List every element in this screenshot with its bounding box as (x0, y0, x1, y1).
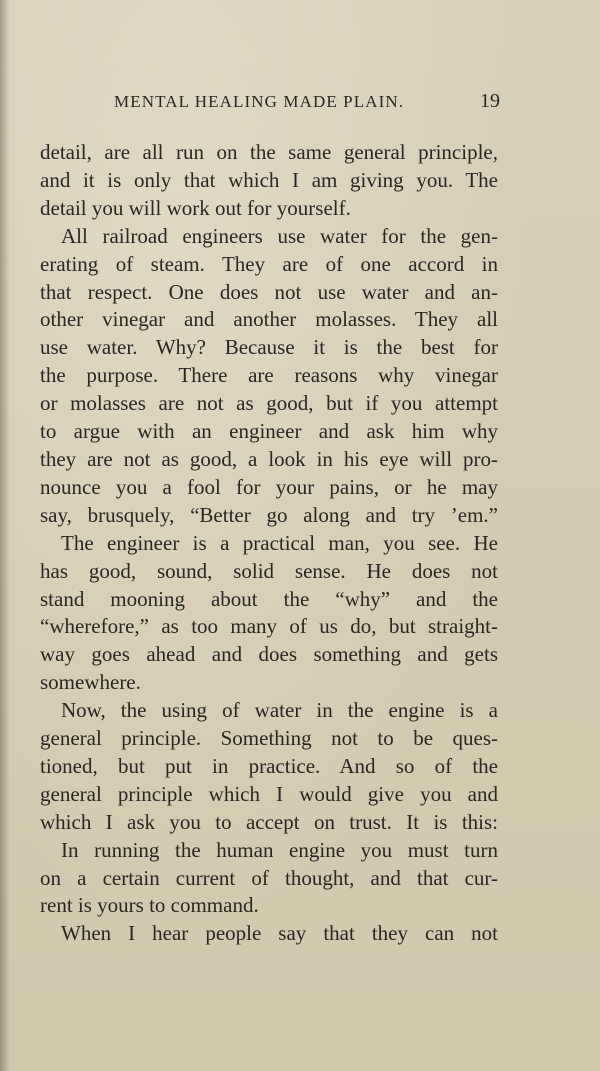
text-line: detail you will work out for yourself. (40, 195, 351, 220)
text-line: that respect. One does not use water and an- (40, 279, 498, 304)
text-line: detail, are all run on the same general principle, (40, 140, 498, 164)
running-head: MENTAL HEALING MADE PLAIN. (114, 92, 405, 111)
text-line: Now, the using of water in the engine is a (61, 698, 498, 723)
text-line: and it is only that which I am giving you. The (40, 167, 498, 192)
text-line: other vinegar and another molasses. They all (40, 307, 498, 332)
page-header (40, 92, 500, 118)
text-line: tioned, but put in practice. And so of the (40, 753, 498, 778)
text-line: somewhere. (40, 670, 141, 695)
text-line: In running the human engine you must turn (61, 837, 498, 862)
text-line: erating of steam. They are of one accord in (40, 251, 498, 276)
text-line: nounce you a fool for your pains, or he may (40, 474, 498, 499)
text-line: or molasses are not as good, but if you attempt (40, 391, 498, 416)
text-line: which I ask you to accept on trust. It is this: (40, 809, 498, 834)
text-line: say, brusquely, “Better go along and try ’em.” (40, 502, 498, 527)
text-line: has good, sound, solid sense. He does not (40, 558, 498, 583)
text-line: stand mooning about the “why” and the (40, 586, 498, 611)
text-line: general principle. Something not to be ques- (40, 726, 498, 751)
text-line: “wherefore,” as too many of us do, but straight- (40, 614, 498, 639)
page-gutter-shadow (0, 0, 10, 1071)
text-line: general principle which I would give you and (40, 781, 498, 806)
text-line: they are not as good, a look in his eye will pro- (40, 446, 498, 471)
text-line: The engineer is a practical man, you see. He (61, 530, 498, 555)
text-line: rent is yours to command. (40, 893, 259, 918)
text-line: the purpose. There are reasons why vinegar (40, 363, 498, 388)
text-line: use water. Why? Because it is the best for (40, 335, 498, 360)
text-line: When I hear people say that they can not (61, 921, 498, 946)
text-line: on a certain current of thought, and that cur- (40, 865, 498, 890)
text-line: way goes ahead and does something and gets (40, 642, 498, 667)
page-number: 19 (480, 90, 500, 112)
text-line: to argue with an engineer and ask him why (40, 419, 498, 444)
text-line: All railroad engineers use water for the gen- (61, 223, 498, 248)
body-text (40, 139, 498, 948)
